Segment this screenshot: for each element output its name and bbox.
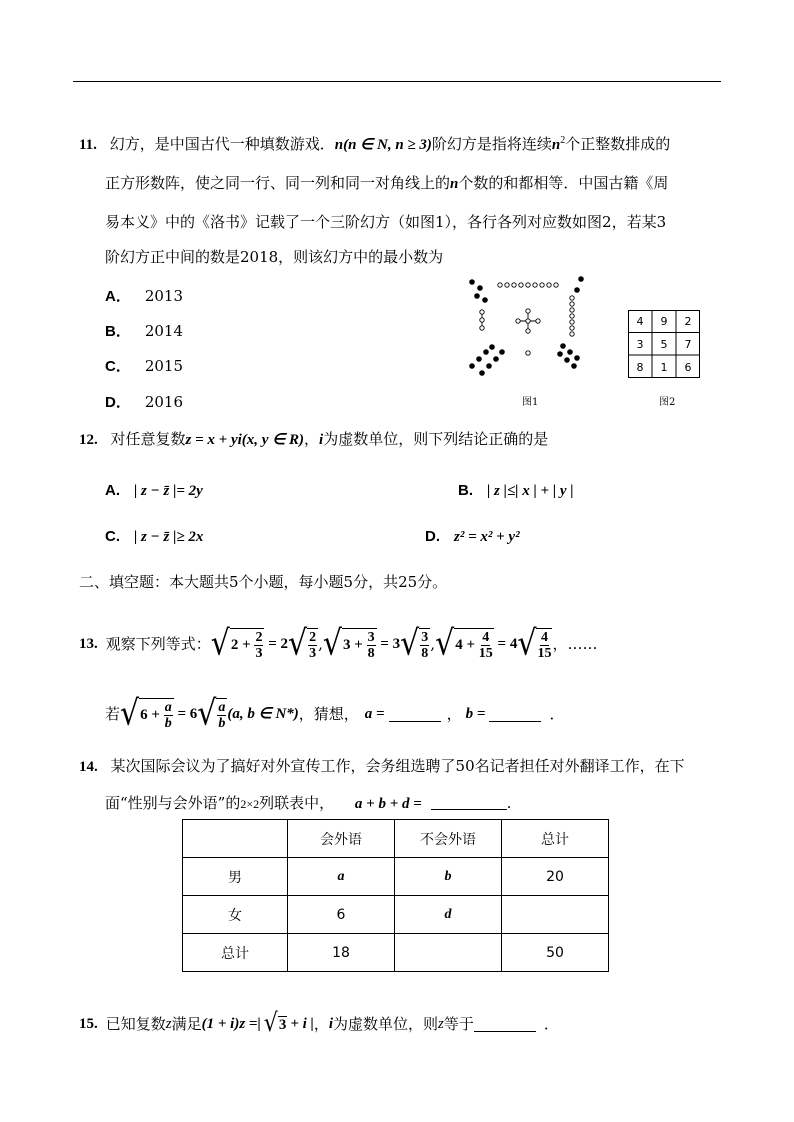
grid-cell: 2 <box>684 315 692 328</box>
q11-option-c[interactable]: C． 2015 <box>105 357 184 375</box>
grid-cell: 3 <box>636 338 644 351</box>
q14-line2: 面“性别与会外语”的2×2列联表中， a + b + d = . <box>105 794 512 812</box>
q11-option-a[interactable]: A． 2013 <box>105 287 184 305</box>
table-row <box>183 934 609 972</box>
grid-cell: 6 <box>684 361 692 374</box>
grid-cell: 9 <box>660 315 668 328</box>
table-cell: 女 <box>183 896 288 934</box>
sqrt-3: √ 3 <box>263 1009 287 1038</box>
q13-stem: 13. 观察下列等式： √ 2 + $\frac{2}{3}$ = 2 √ $\frac{2}{3}$ , √ 3 + $\frac{3}{8}$ = 3 √ $\frac{3}{8}$ , √ 4 + $\frac{4}{15}$ = 4 √ $\frac{4}{15}$ ，…… <box>79 623 598 664</box>
answer-blank-15[interactable] <box>474 1017 536 1032</box>
answer-blank-a[interactable] <box>389 707 441 722</box>
eq2-left: √ 3 + $\frac{3}{8}$ <box>322 623 375 664</box>
table-header: 会外语 <box>288 820 395 858</box>
table-cell: 18 <box>288 934 395 972</box>
table-row <box>183 820 609 858</box>
q13-question: 若 √ 6 + $\frac{a}{b}$ = 6 √ $\frac{a}{b}$ (a, b ∈ N*) ，猜想， a = ， b = ． <box>105 693 565 734</box>
table-cell: 6 <box>288 896 395 934</box>
q12-stem: 12. 对任意复数z = x + yi(x, y ∈ R)，i为虚数单位，则下列结论正确的是 <box>79 430 549 448</box>
q11-option-b[interactable]: B． 2014 <box>105 322 184 340</box>
q15-stem: 15. 已知复数 z 满足 (1 + i)z =| √ 3 + i | ， i 为虚数单位，则 z 等于 ． <box>79 1009 559 1038</box>
table-cell <box>502 896 609 934</box>
eq4-left: √ 6 + $\frac{a}{b}$ <box>120 693 172 734</box>
table-cell: 50 <box>502 934 609 972</box>
grid-cell: 7 <box>684 338 692 351</box>
q11-line2: 正方形数阵，使之同一行、同一列和同一对角线上的n个数的和都相等．中国古籍《周 <box>105 174 669 192</box>
q11-option-d[interactable]: D． 2016 <box>105 393 184 411</box>
q11-number: 11. <box>79 137 97 153</box>
q11-line4: 阶幻方正中间的数是2018，则该幻方中的最小数为 <box>105 248 444 266</box>
table-cell: 男 <box>183 858 288 896</box>
q12-option-c[interactable]: C. | z − z̄ |≥ 2x <box>105 528 204 545</box>
eq1-right: √ $\frac{2}{3}$ <box>288 623 317 664</box>
eq4-right: √ $\frac{a}{b}$ <box>197 693 226 734</box>
grid-cell: 5 <box>660 338 668 351</box>
q14-line1: 14. 某次国际会议为了搞好对外宣传工作，会务组选聘了50名记者担任对外翻译工作，在下 <box>79 757 685 775</box>
table-cell: d <box>395 896 502 934</box>
q12-option-a[interactable]: A. | z − z̄ |= 2y <box>105 482 203 499</box>
table-header: 不会外语 <box>395 820 502 858</box>
figure2-caption: 图2 <box>659 397 676 408</box>
eq3-left: √ 4 + $\frac{4}{15}$ <box>435 623 493 664</box>
table-cell: 20 <box>502 858 609 896</box>
eq2-right: √ $\frac{3}{8}$ <box>400 623 429 664</box>
grid-cell: 1 <box>660 361 668 374</box>
magic-square-grid <box>628 310 700 378</box>
q11-line3: 易本义》中的《洛书》记载了一个三阶幻方（如图1），各行各列对应数如图2，若某3 <box>105 213 667 231</box>
table-row <box>183 896 609 934</box>
header-rule <box>73 81 721 82</box>
table-cell: b <box>395 858 502 896</box>
q11-line1: 11. 幻方，是中国古代一种填数游戏．n(n ∈ N, n ≥ 3)阶幻方是指将连续$n^2$个正整数排成的 <box>79 135 671 153</box>
q12-option-d[interactable]: D. z² = x² + y² <box>425 528 520 545</box>
answer-blank-b[interactable] <box>489 707 541 722</box>
table-cell <box>395 934 502 972</box>
table-row <box>183 858 609 896</box>
grid-cell: 4 <box>636 315 644 328</box>
eq3-right: √ $\frac{4}{15}$ <box>517 623 552 664</box>
table-cell: a <box>288 858 395 896</box>
contingency-table <box>182 819 609 972</box>
table-header: 总计 <box>502 820 609 858</box>
luoshu-figure <box>460 272 590 384</box>
figure1-caption: 图1 <box>522 397 539 408</box>
eq1-left: √ 2 + $\frac{2}{3}$ <box>210 623 263 664</box>
grid-cell: 8 <box>636 361 644 374</box>
q12-option-b[interactable]: B. | z |≤| x | + | y | <box>458 482 574 499</box>
table-cell <box>183 820 288 858</box>
answer-blank-14[interactable] <box>431 795 507 810</box>
section-2-heading: 二、填空题：本大题共5个小题，每小题5分，共25分。 <box>79 573 448 591</box>
table-cell: 总计 <box>183 934 288 972</box>
